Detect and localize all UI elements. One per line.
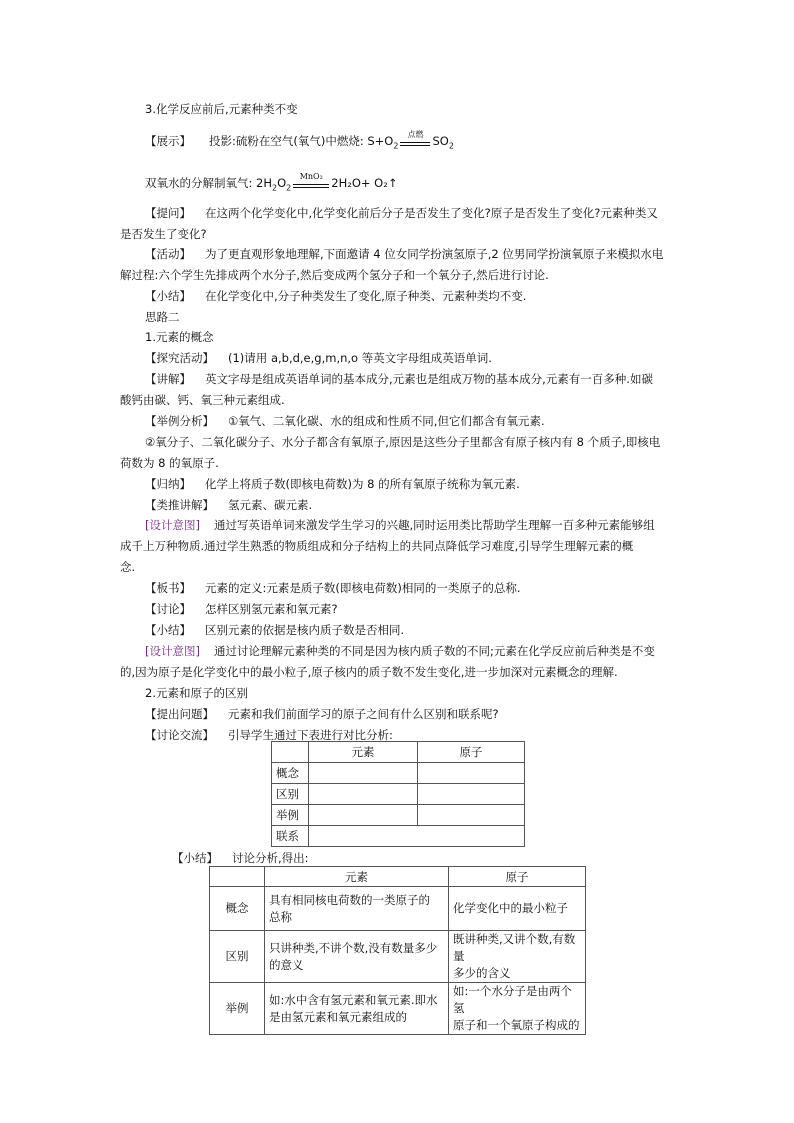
design1-line1 xyxy=(145,517,655,533)
h2o2-result: 2H₂O+ O₂↑ xyxy=(331,176,398,190)
discuss-text: 怎样区别氢元素和氧元素? xyxy=(205,602,338,616)
h2o2-h-sub: 2 xyxy=(272,183,278,193)
table-row xyxy=(272,763,525,784)
idea2: 思路二 xyxy=(145,310,180,324)
question-text: 在这两个化学变化中,化学变化前后分子是否发生了变化?原子是否发生了变化?元素种类又 xyxy=(205,206,658,220)
table2-cell-atom: 既讲种类,又讲个数,有数量 多少的含义 xyxy=(449,931,586,983)
h2o2-line xyxy=(145,171,398,196)
comparison-table-empty xyxy=(271,741,525,847)
table2-header-atom: 原子 xyxy=(449,867,586,887)
o2-subscript: 2 xyxy=(393,141,399,151)
table-row xyxy=(210,983,586,1035)
board-line xyxy=(145,580,521,596)
explore-line xyxy=(145,350,492,366)
table2-row-label: 概念 xyxy=(210,887,265,931)
summary3-text: 讨论分析,得出: xyxy=(232,851,309,865)
lecture-line1 xyxy=(145,371,653,387)
table1-header-element: 元素 xyxy=(309,742,418,763)
display-tag: 【展示】 xyxy=(145,134,191,148)
catalyst-label: MnO₂ xyxy=(299,171,323,181)
example2-line2: 荷数为 8 的氧原子. xyxy=(120,456,219,470)
lecture-line2: 酸钙由碳、钙、氧三种元素组成. xyxy=(120,393,285,407)
summary1 xyxy=(145,288,526,304)
explore-text: (1)请用 a,b,d,e,g,m,n,o 等英文字母组成英语单词. xyxy=(228,351,492,365)
reaction-arrow xyxy=(400,129,430,148)
lecture-tag: 【讲解】 xyxy=(145,372,191,386)
design1-line3: 念. xyxy=(120,560,136,574)
activity-text: 为了更直观形象地理解,下面邀请 4 位女同学扮演氢原子,2 位男同学扮演氧原子来模拟水电 xyxy=(205,247,664,261)
h2o2-o-sub: 2 xyxy=(286,183,292,193)
table-row xyxy=(210,887,586,931)
table1-header-atom: 原子 xyxy=(418,742,525,763)
table2-cell-element: 如:水中含有氢元素和氧元素.即水 是由氢元素和氧元素组成的 xyxy=(265,983,449,1035)
board-tag: 【板书】 xyxy=(145,581,191,595)
design1-line2: 成千上万种物质.通过学生熟悉的物质组成和分子结构上的共同点降低学习难度,引导学生理解元素的概 xyxy=(120,539,634,553)
exchange-tag: 【讨论交流】 xyxy=(145,728,214,742)
table-row xyxy=(272,826,525,847)
table2-header-element: 元素 xyxy=(265,867,449,887)
table-row xyxy=(272,742,525,763)
comparison-table-filled xyxy=(209,866,586,1035)
display-text: 投影:硫粉在空气(氧气)中燃烧: S+O xyxy=(209,134,394,148)
summary2-line xyxy=(145,622,404,638)
table2-row-label: 区别 xyxy=(210,931,265,983)
analogy-line xyxy=(145,497,312,513)
design2-line1 xyxy=(145,643,655,659)
design2-text: 通过讨论理解元素种类的不同是因为核内质子数的不同;元素在化学反应前后种类是不变 xyxy=(213,644,655,658)
table2-cell-atom: 如:一个水分子是由两个氢 原子和一个氧原子构成的 xyxy=(449,983,586,1035)
board-text: 元素的定义:元素是质子数(即核电荷数)相同的一类原子的总称. xyxy=(205,581,521,595)
example-tag: 【举例分析】 xyxy=(145,414,214,428)
design2-tag: [设计意图] xyxy=(145,644,200,658)
table2-cell-atom: 化学变化中的最小粒子 xyxy=(449,887,586,931)
example-line xyxy=(145,413,545,429)
example-text: ①氧气、二氧化碳、水的组成和性质不同,但它们都含有氧元素. xyxy=(228,414,545,428)
table-row xyxy=(272,784,525,805)
summary2-text: 区别元素的依据是核内质子数是否相同. xyxy=(205,623,405,637)
design1-tag: [设计意图] xyxy=(145,518,200,532)
exchange-text: 引导学生通过下表进行对比分析: xyxy=(228,728,393,742)
question-tag: 【提问】 xyxy=(145,206,191,220)
analogy-tag: 【类推讲解】 xyxy=(145,498,214,512)
question-line1 xyxy=(145,205,658,221)
table-row xyxy=(272,805,525,826)
activity-line2: 解过程:六个学生先排成两个水分子,然后变成两个氢分子和一个氧分子,然后进行讨论. xyxy=(120,268,549,282)
raise-text: 元素和我们前面学习的原子之间有什么区别和联系呢? xyxy=(228,707,499,721)
table1-row-label: 联系 xyxy=(272,826,309,847)
explore-tag: 【探究活动】 xyxy=(145,351,214,365)
h2o2-o: O xyxy=(277,176,287,190)
concept-title: 1.元素的概念 xyxy=(145,330,214,344)
table1-row-label: 举例 xyxy=(272,805,309,826)
activity-tag: 【活动】 xyxy=(145,247,191,261)
induce-tag: 【归纳】 xyxy=(145,477,191,491)
design2-line2: 的,因为原子是化学变化中的最小粒子,原子核内的质子数不发生变化,进一步加深对元素概念的理解. xyxy=(120,665,618,679)
catalyst-arrow xyxy=(293,171,329,190)
raise-line xyxy=(145,706,499,722)
reaction-condition: 点燃 xyxy=(407,129,424,139)
analogy-text: 氢元素、碳元素. xyxy=(228,498,313,512)
activity-line1 xyxy=(145,246,663,262)
summary1-tag: 【小结】 xyxy=(145,289,191,303)
table-row xyxy=(210,867,586,887)
table-row xyxy=(210,931,586,983)
product-subscript: 2 xyxy=(448,141,454,151)
reaction-product: SO xyxy=(432,134,449,148)
summary3-line xyxy=(172,850,309,866)
summary1-text: 在化学变化中,分子种类发生了变化,原子种类、元素种类均不变. xyxy=(205,289,527,303)
summary3-tag: 【小结】 xyxy=(172,851,218,865)
example2-line1: ②氧分子、二氧化碳分子、水分子都含有氧原子,原因是这些分子里都含有原子核内有 8 个质子,即核电 xyxy=(145,435,661,449)
design1-text: 通过写英语单词来激发学生学习的兴趣,同时运用类比帮助学生理解一百多种元素能够组 xyxy=(213,518,655,532)
discuss-line xyxy=(145,601,338,617)
table1-row-label: 区别 xyxy=(272,784,309,805)
raise-tag: 【提出问题】 xyxy=(145,707,214,721)
induce-line xyxy=(145,476,520,492)
question-line2: 是否发生了变化? xyxy=(120,227,207,241)
table2-cell-element: 只讲种类,不讲个数,没有数量多少 的意义 xyxy=(265,931,449,983)
lecture-text: 英文字母是组成英语单词的基本成分,元素也是组成万物的基本成分,元素有一百多种.如碳 xyxy=(205,372,653,386)
summary2-tag: 【小结】 xyxy=(145,623,191,637)
table1-row-label: 概念 xyxy=(272,763,309,784)
display-line xyxy=(145,129,454,154)
table2-cell-element: 具有相同核电荷数的一类原子的 总称 xyxy=(265,887,449,931)
induce-text: 化学上将质子数(即核电荷数)为 8 的所有氧原子统称为氧元素. xyxy=(205,477,520,491)
diff-title: 2.元素和原子的区别 xyxy=(145,686,248,700)
heading-3: 3.化学反应前后,元素种类不变 xyxy=(145,102,298,116)
table2-row-label: 举例 xyxy=(210,983,265,1035)
h2o2-text: 双氧水的分解制氧气: 2H xyxy=(145,176,272,190)
discuss-tag: 【讨论】 xyxy=(145,602,191,616)
